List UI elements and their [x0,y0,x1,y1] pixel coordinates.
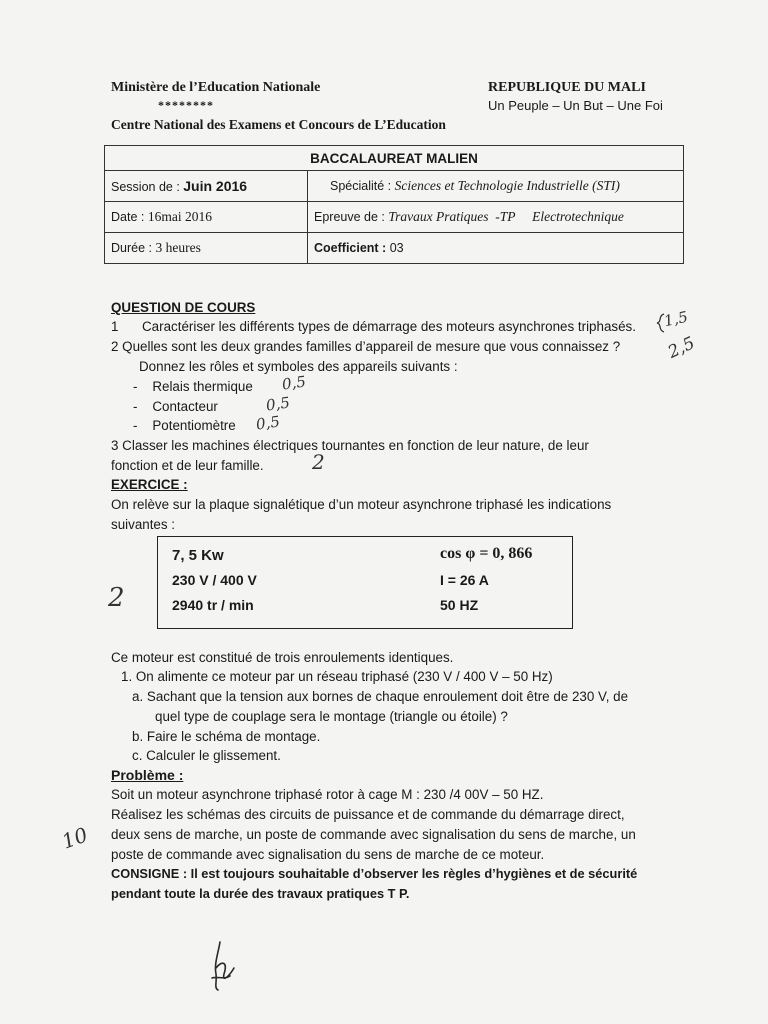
exam-center-name: Centre National des Examens et Concours de L’Education [111,117,446,132]
consigne-line1 [111,864,637,884]
date-value: 16mai 2016 [147,209,212,224]
q3-text-line2: fonction et de leur famille. [111,458,264,473]
consigne-label: CONSIGNE : [111,866,191,881]
epreuve-value: Travaux Pratiques -TP Electrotechnique [388,209,624,224]
exercice-item-b: b. Faire le schéma de montage. [132,729,321,744]
header-stars: ******** [158,98,214,112]
probleme-line4: poste de commande avec signalisation du sens de marche de ce moteur. [111,847,545,862]
exercice-line1: Ce moteur est constitué de trois enroulements identiques. [111,650,454,665]
probleme-line1: Soit un moteur asynchrone triphasé rotor à cage M : 230 /4 00V – 50 HZ. [111,787,544,802]
q1-number: 1 [111,319,119,334]
exercice-item1: 1. On alimente ce moteur par un réseau triphasé (230 V / 400 V – 50 Hz) [121,669,553,684]
nameplate-box [157,536,573,629]
contacteur-label: Contacteur [152,399,218,414]
potentiometre-label: Potentiomètre [152,418,236,433]
specialite-cell [308,171,684,202]
exercice-intro-line2: suivantes : [111,517,176,532]
exercice-intro-line1: On relève sur la plaque signalétique d’un moteur asynchrone triphasé les indications [111,497,612,512]
probleme-line2: Réalisez les schémas des circuits de puissance et de commande du démarrage direct, [111,807,625,822]
probleme-line3: deux sens de marche, un poste de commande avec signalisation du sens de marche, un [111,827,636,842]
exercice-item-a-line1: a. Sachant que la tension aux bornes de chaque enroulement doit être de 230 V, de [132,689,629,704]
exercice-item-a-line2: quel type de couplage sera le montage (triangle ou étoile) ? [155,709,508,724]
republic-motto: Un Peuple – Un But – Une Foi [488,98,663,113]
ministry-name: Ministère de l’Education Nationale [111,80,321,95]
handwritten-score-relais: 0,5 [280,372,307,394]
handwritten-score-q3: 2 [312,450,325,474]
exercice-title: EXERCICE : [111,477,188,492]
exam-title: BACCALAUREAT MALIEN [105,146,684,171]
q1-text: Caractériser les différents types de démarrage des moteurs asynchrones triphasés. [142,319,636,334]
handwritten-score-probleme: 10 [58,822,91,854]
q2-subtext: Donnez les rôles et symboles des appareils suivants : [139,359,458,374]
duree-value: 3 heures [155,240,201,255]
list-item-relais: - Relais thermique [133,379,253,394]
consigne-text1: Il est toujours souhaitable d’observer les règles d’hygiènes et de sécurité [190,866,638,881]
coefficient-label: Coefficient : [314,241,390,255]
probleme-title: Problème : [111,767,184,783]
consigne-line2: pendant toute la durée des travaux pratiques T P. [111,886,410,901]
nameplate-frequency: 50 HZ [440,597,479,613]
date-label: Date : [111,210,148,224]
list-item-contacteur: - Contacteur [133,399,218,414]
session-label: Session de : [111,180,184,194]
epreuve-label: Epreuve de : [314,210,389,224]
exercice-item-c: c. Calculer le glissement. [132,748,281,763]
specialite-label: Spécialité : [330,179,395,193]
relais-label: Relais thermique [152,379,253,394]
nameplate-voltage: 230 V / 400 V [172,572,257,588]
epreuve-cell [308,202,684,233]
handwritten-score-q2: 2,5 [665,333,699,363]
q2-text: 2 Quelles sont les deux grandes familles d’appareil de mesure que vous connaissez ? [111,339,621,354]
duree-cell [105,233,308,264]
handwritten-signature [200,938,244,994]
specialite-value: Sciences et Technologie Industrielle (STI) [394,178,620,193]
republic-name: REPUBLIQUE DU MALI [488,80,646,95]
coefficient-cell [308,233,684,264]
questions-title: QUESTION DE COURS [111,300,256,315]
handwritten-score-q1: 1,5 [662,307,690,331]
handwritten-score-exercice: 2 [108,583,125,613]
q3-text-line1: 3 Classer les machines électriques tournantes en fonction de leur nature, de leur [111,438,589,453]
list-item-potentiometre: - Potentiomètre [133,418,236,433]
nameplate-power: 7, 5 Kw [172,547,224,564]
date-cell [105,202,308,233]
exam-info-table [104,145,684,264]
nameplate-cosphi: cos φ = 0, 866 [440,545,533,562]
session-cell [105,171,308,202]
handwritten-score-potentiometre: 0,5 [254,412,281,434]
handwritten-brace-mark [654,312,668,334]
handwritten-score-contacteur: 0,5 [264,393,291,415]
duree-label: Durée : [111,241,156,255]
nameplate-speed: 2940 tr / min [172,597,254,613]
session-value: Juin 2016 [183,178,248,194]
coefficient-value: 03 [389,241,404,255]
nameplate-current: I = 26 A [440,572,489,588]
